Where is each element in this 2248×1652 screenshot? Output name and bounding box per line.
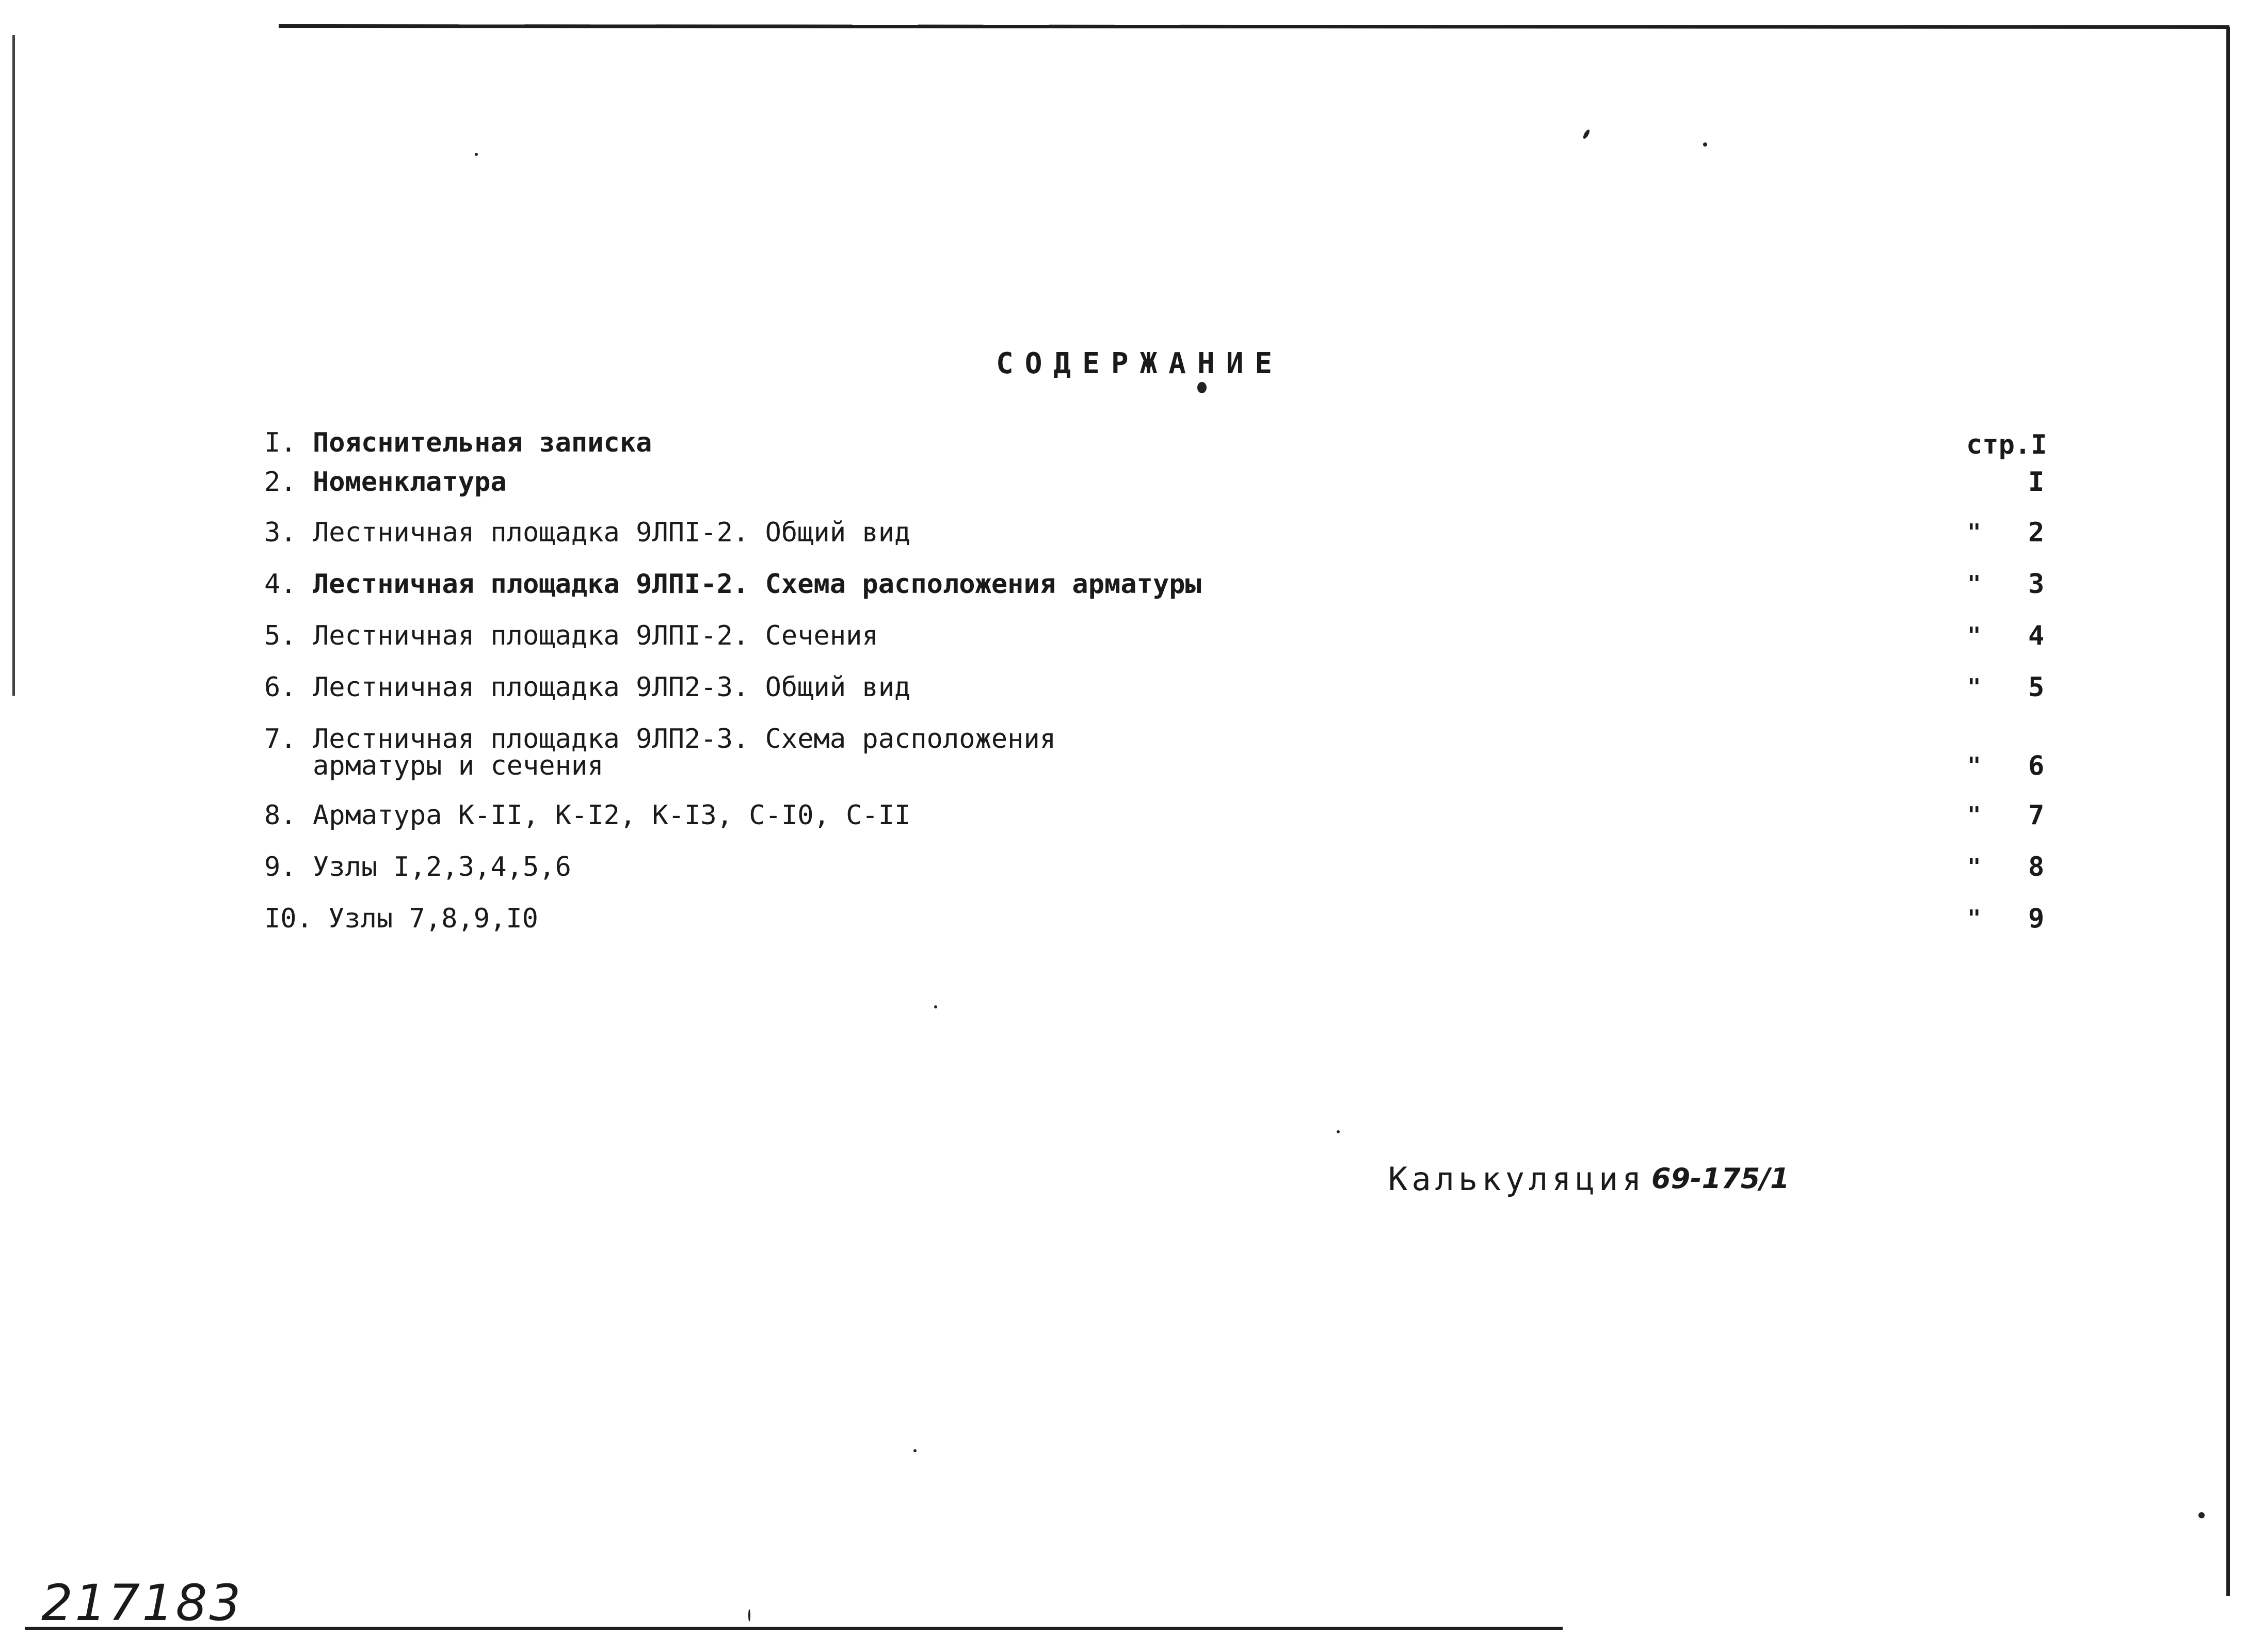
toc-item-number: 9. <box>264 852 297 883</box>
scan-speck <box>2198 1512 2205 1518</box>
scan-speck <box>475 153 478 156</box>
archive-number: 217183 <box>41 1574 243 1632</box>
right-border-line <box>2226 27 2230 1596</box>
toc-item-ditto-mark: " <box>1967 905 1981 932</box>
scan-speck <box>1703 142 1707 147</box>
toc-item-number: I0. <box>264 903 313 934</box>
scan-speck <box>748 1609 750 1622</box>
toc-item-number: 7. <box>264 724 297 755</box>
calculation-code: 69-175/1 <box>1651 1162 1790 1195</box>
toc-item-title: Лестничная площадка 9ЛПI-2. Схема расположения арматуры <box>313 569 1201 600</box>
toc-item-page: 2 <box>2028 517 2045 548</box>
toc-item-ditto-mark: " <box>1967 752 1981 779</box>
toc-item-page: 7 <box>2028 800 2045 831</box>
toc-item-page: 8 <box>2028 852 2045 883</box>
toc-item-page: I <box>2028 467 2045 498</box>
toc-item-page: 5 <box>2028 672 2045 703</box>
scan-speck <box>1197 382 1207 393</box>
bottom-border-line <box>25 1627 1563 1630</box>
toc-item-title: Лестничная площадка 9ЛПI-2. Общий вид <box>313 517 911 548</box>
toc-item-page: 3 <box>2028 569 2045 600</box>
toc-item-number: 8. <box>264 800 297 831</box>
toc-item-page: 9 <box>2028 903 2045 934</box>
toc-item-title-continuation: арматуры и сечения <box>313 750 604 781</box>
toc-item-page: 4 <box>2028 620 2045 651</box>
toc-item-number: 5. <box>264 620 297 651</box>
scan-speck <box>1582 129 1591 139</box>
toc-item-number: I. <box>264 427 297 458</box>
scan-speck <box>913 1449 917 1452</box>
toc-item-number: 4. <box>264 569 297 600</box>
toc-item-title: Арматура К-II, К-I2, К-I3, С-I0, С-II <box>313 800 911 831</box>
toc-item <box>264 726 2060 782</box>
toc-item-ditto-mark: " <box>1967 519 1981 546</box>
toc-item-title: Пояснительная записка <box>313 427 652 458</box>
scan-speck <box>1337 1130 1340 1133</box>
toc-item-title: Лестничная площадка 9ЛП2-3. Схема расположения <box>313 724 1056 755</box>
scan-speck <box>934 1005 937 1008</box>
toc-item-ditto-mark: " <box>1967 622 1981 649</box>
toc-item-ditto-mark: " <box>1967 571 1981 597</box>
toc-item-title: Узлы I,2,3,4,5,6 <box>313 852 571 883</box>
toc-item-ditto-mark: " <box>1967 802 1981 828</box>
toc-item-number: 3. <box>264 517 297 548</box>
toc-item-title-block <box>313 726 1056 779</box>
toc-item-ditto-mark: " <box>1967 854 1981 880</box>
document-title: СОДЕРЖАНИЕ <box>996 347 1284 380</box>
toc-item-number: 6. <box>264 672 297 703</box>
toc-item-ditto-mark: " <box>1967 674 1981 700</box>
toc-item-title: Лестничная площадка 9ЛПI-2. Сечения <box>313 620 878 651</box>
page-column-header: стр.I <box>1966 429 2047 460</box>
left-border-line <box>12 35 15 696</box>
toc-item-number: 2. <box>264 467 297 498</box>
toc-item-page: 6 <box>2028 750 2045 781</box>
toc-item-title: Узлы 7,8,9,I0 <box>328 903 538 934</box>
toc-item-title: Номенклатура <box>313 467 507 498</box>
calculation-label: Калькуляция <box>1388 1160 1646 1198</box>
toc-item-title: Лестничная площадка 9ЛП2-3. Общий вид <box>313 672 911 703</box>
top-border-line <box>279 24 2229 29</box>
